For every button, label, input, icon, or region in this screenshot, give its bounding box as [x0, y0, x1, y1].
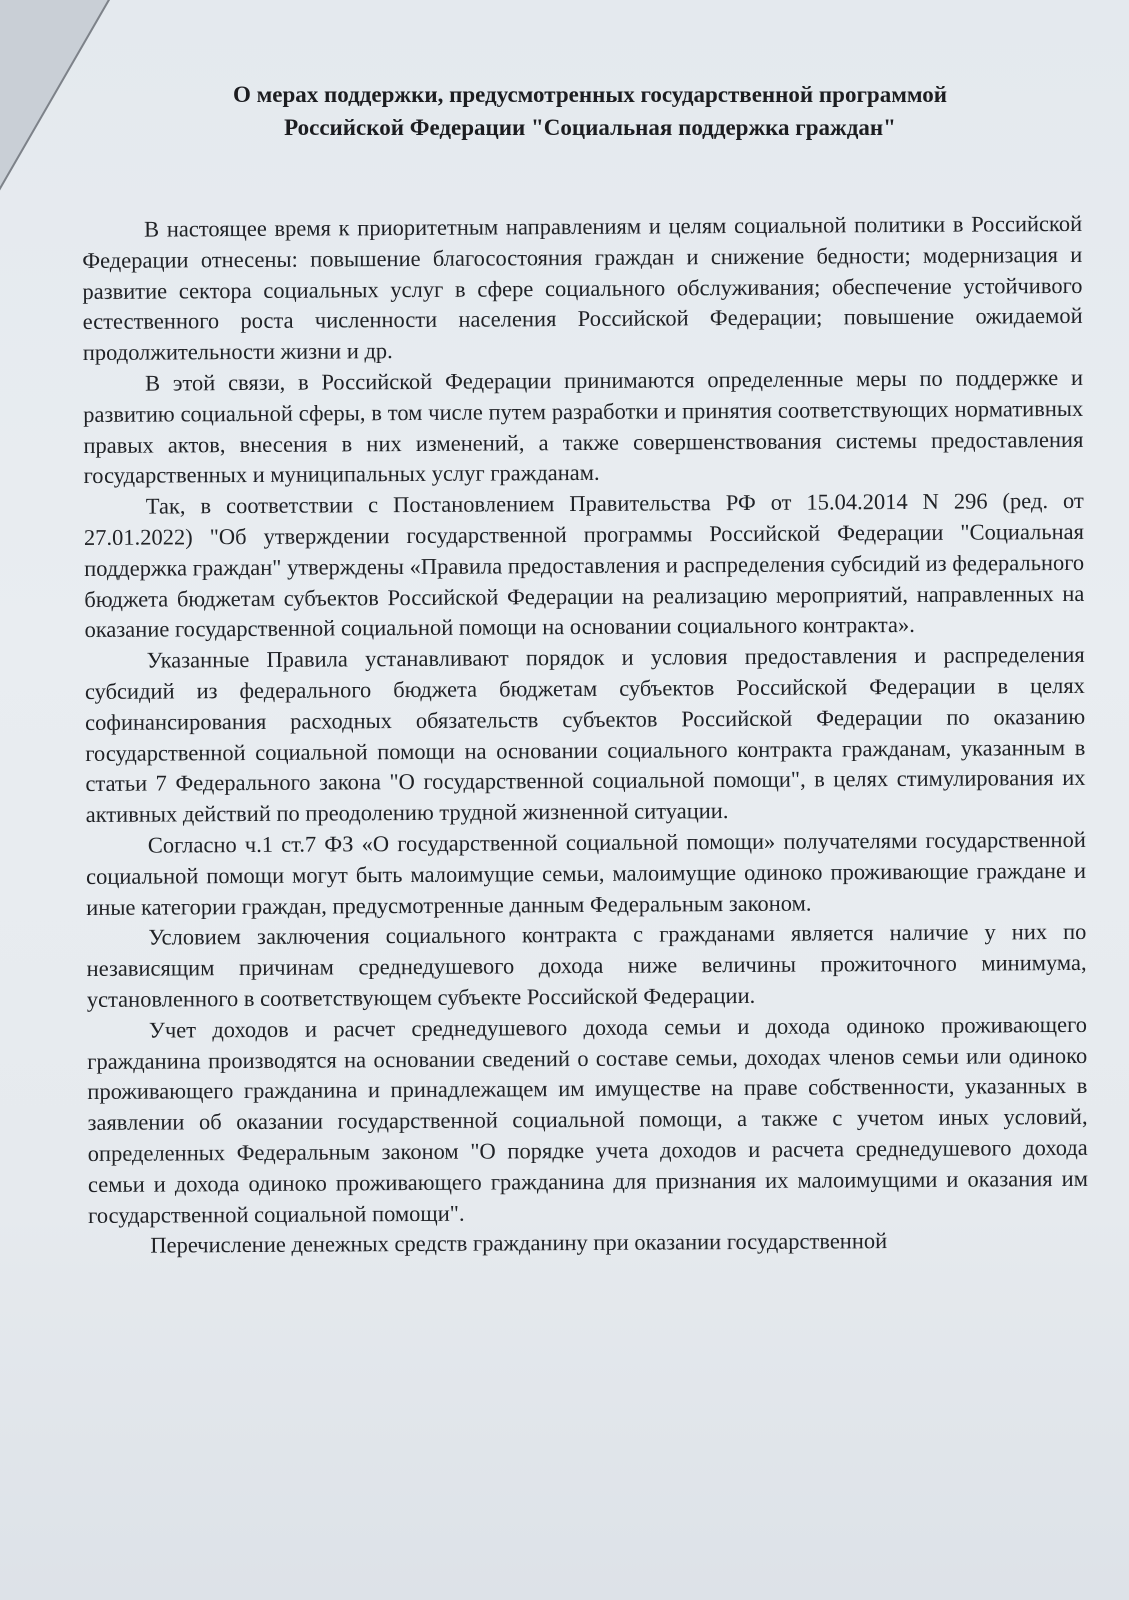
paragraph-6: Условием заключения социального контракта с гражданами является наличие у них по независящим причинам среднедушевого дохода ниже величины прожиточного минимума, установленного в соответствующем субъекте Российской Федерации.	[86, 919, 1087, 1012]
title-line-2: Российской Федерации "Социальная поддержка граждан"	[284, 115, 896, 140]
paragraph-1: В настоящее время к приоритетным направлениям и целям социальной политики в Российской Федерации отнесены: повышение благосостояния граждан и снижение бедности; модернизация и развитие сектора социальных услуг в сфере социального обслуживания; обеспечение устойчивого естественного роста численности населения Российской Федерации; повышение ожидаемой продолжительности жизни и др.	[82, 210, 1083, 366]
paragraph-4: Указанные Правила устанавливают порядок и условия предоставления и распределения субсидий из федерального бюджета бюджетам субъектов Российской Федерации в целях софинансирования расходных обязательств субъектов Российской Федерации по оказанию государственной социальной помощи на основании социального контракта гражданам, указанным в статьи 7 Федерального закона "О государственной социальной помощи", в целях стимулирования их активных действий по преодолению трудной жизненной ситуации.	[84, 642, 1086, 828]
document-body	[82, 209, 1088, 1262]
paragraph-5: Согласно ч.1 ст.7 ФЗ «О государственной социальной помощи» получателями государственной социальной помощи могут быть малоимущие семьи, малоимущие одиноко проживающие граждане и иные категории граждан, предусмотренные данным Федеральным законом.	[85, 826, 1087, 920]
paragraph-7: Учет доходов и расчет среднедушевого дохода семьи и дохода одиноко проживающего гражданина производятся на основании сведений о составе семьи, доходах членов семьи или одиноко проживающего гражданина и принадлежащем им имуществе на праве собственности, указанных в заявлении об оказании государственной социальной помощи, а также с учетом иных условий, определенных Федеральным законом "О порядке учета доходов и расчета среднедушевого дохода семьи и дохода одиноко проживающего гражданина для признания их малоимущими и оказания им государственной социальной помощи".	[87, 1011, 1088, 1228]
paragraph-8: Перечисление денежных средств гражданину при оказании государственной	[150, 1228, 888, 1258]
title-line-1: О мерах поддержки, предусмотренных государственной программой	[233, 82, 947, 107]
paragraph-3: Так, в соответствии с Постановлением Правительства РФ от 15.04.2014 N 296 (ред. от 27.01.2022) "Об утверждении государственной программы Российской Федерации "Социальная поддержка граждан" утверждены «Правила предоставления и распределения субсидий из федерального бюджета бюджетам субъектов Российской Федерации на реализацию мероприятий, направленных на оказание государственной социальной помощи на основании социального контракта».	[83, 488, 1085, 643]
paragraph-2: В этой связи, в Российской Федерации принимаются определенные меры по поддержке и развитию социальной сферы, в том числе путем разработки и принятия соответствующих нормативных правых актов, внесения в них изменений, а также совершенствования системы предоставления государственных и муниципальных услуг гражданам.	[83, 364, 1084, 489]
document-title	[120, 78, 1060, 144]
